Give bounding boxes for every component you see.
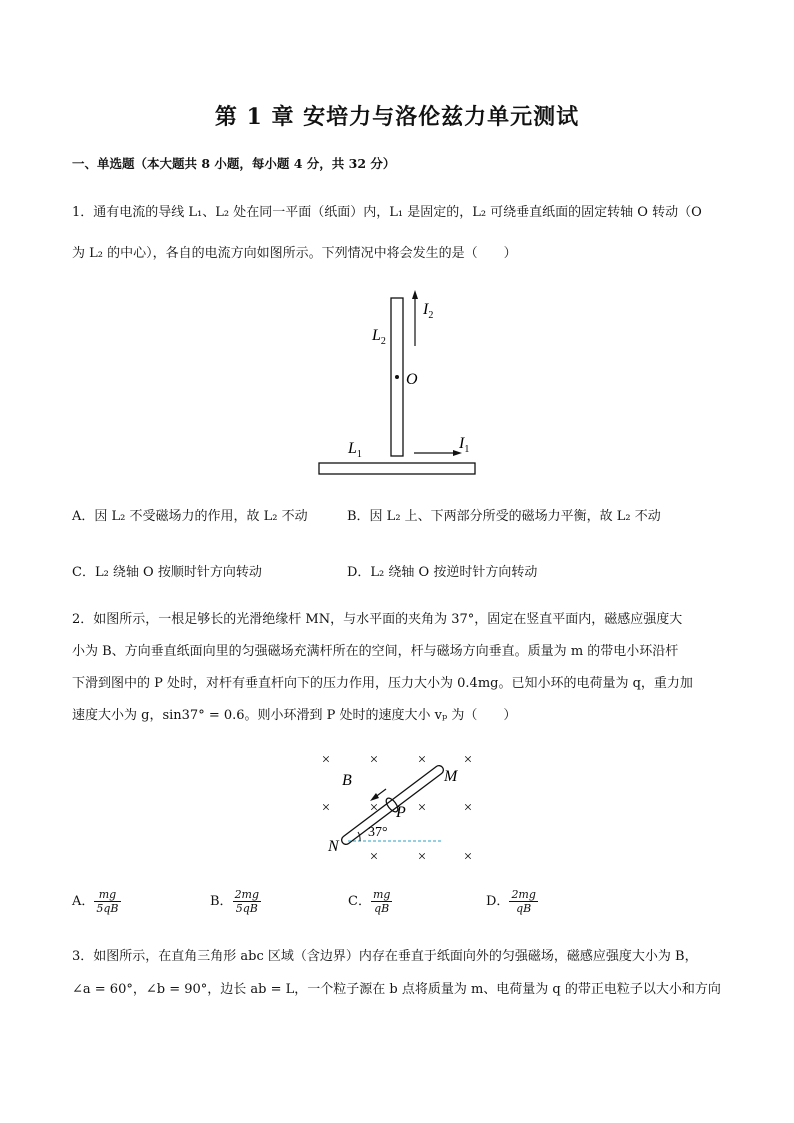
q1-text-line1: 1．通有电流的导线 L₁、L₂ 处在同一平面（纸面）内，L₁ 是固定的，L₂ 可绕垂直纸面的固定转轴 O 转动（O: [72, 205, 702, 220]
label-l1: $L_1$: [348, 440, 362, 460]
label-l2: $L_2$: [372, 327, 386, 347]
q2-option-b: [210, 888, 261, 915]
label-b: B: [342, 772, 352, 789]
numerator: mg: [94, 888, 120, 902]
denominator: qB: [516, 902, 532, 915]
arrow-i2-head: [412, 290, 418, 299]
denominator: qB: [374, 902, 390, 915]
label-p: P: [396, 804, 406, 821]
cross: ×: [417, 752, 427, 768]
cross: ×: [463, 849, 473, 865]
q2-figure: [312, 745, 482, 870]
label-m: M: [444, 768, 458, 785]
q1-option-d: D．L₂ 绕轴 O 按逆时针方向转动: [347, 565, 538, 580]
denominator: 5qB: [96, 902, 119, 915]
wire-l1: [319, 463, 475, 474]
option-label: D．: [486, 894, 510, 909]
section-heading: 一、单选题（本大题共 8 小题，每小题 4 分，共 32 分）: [72, 156, 396, 171]
numerator: 2mg: [511, 888, 536, 901]
q1-figure: [310, 288, 490, 480]
numerator: mg: [372, 888, 391, 901]
cross: ×: [463, 800, 473, 816]
q1-text-line2: 为 L₂ 的中心），各自的电流方向如图所示。下列情况中将会发生的是（ ）: [72, 246, 517, 261]
fraction: [233, 888, 261, 915]
q2-text-line3: 下滑到图中的 P 处时，对杆有垂直杆向下的压力作用，压力大小为 0.4mg。已知小环的电荷量为 q，重力加: [72, 676, 693, 691]
fraction: [371, 888, 392, 915]
option-label: B．: [210, 894, 233, 909]
option-label: A．: [72, 894, 95, 909]
cross: ×: [369, 800, 379, 816]
numerator: 2mg: [234, 888, 260, 901]
option-label: C．: [348, 894, 371, 909]
q2-text-line1: 2．如图所示，一根足够长的光滑绝缘杆 MN，与水平面的夹角为 37°，固定在竖直平面内，磁感应强度大: [72, 612, 683, 627]
cross: ×: [463, 752, 473, 768]
cross: ×: [369, 849, 379, 865]
pivot-o: [395, 375, 399, 379]
cross: ×: [417, 849, 427, 865]
label-n: N: [328, 838, 339, 855]
denominator: 5qB: [235, 902, 258, 915]
q2-text-line2: 小为 B、方向垂直纸面向里的匀强磁场充满杆所在的空间，杆与磁场方向垂直。质量为 m 的带电小环沿杆: [72, 644, 679, 659]
cross: ×: [321, 752, 331, 768]
q2-option-a: [72, 888, 121, 915]
q2-option-c: [348, 888, 392, 915]
label-o: O: [406, 371, 418, 388]
label-i1: $I_1$: [459, 435, 470, 455]
fraction: [509, 888, 537, 915]
cross: ×: [369, 752, 379, 768]
q1-option-a: A．因 L₂ 不受磁场力的作用，故 L₂ 不动: [72, 509, 308, 524]
fraction: [94, 888, 120, 915]
angle-label: 37°: [368, 825, 388, 840]
page-title: 第 1 章 安培力与洛伦兹力单元测试: [214, 104, 580, 130]
label-i2: $I_2$: [423, 301, 434, 321]
q3-text-line2: ∠a = 60°，∠b = 90°，边长 ab = L，一个粒子源在 b 点将质量为 m、电荷量为 q 的带正电粒子以大小和方向: [72, 982, 721, 997]
q2-option-d: [486, 888, 538, 915]
cross: ×: [417, 800, 427, 816]
q1-option-b: B．因 L₂ 上、下两部分所受的磁场力平衡，故 L₂ 不动: [347, 509, 661, 524]
q2-text-line4: 速度大小为 g，sin37° = 0.6。则小环滑到 P 处时的速度大小 vₚ 为（ ）: [72, 708, 517, 723]
q1-option-c: C．L₂ 绕轴 O 按顺时针方向转动: [72, 565, 262, 580]
cross: ×: [321, 800, 331, 816]
q3-text-line1: 3．如图所示，在直角三角形 abc 区域（含边界）内存在垂直于纸面向外的匀强磁场，磁感应强度大小为 B，: [72, 949, 698, 964]
